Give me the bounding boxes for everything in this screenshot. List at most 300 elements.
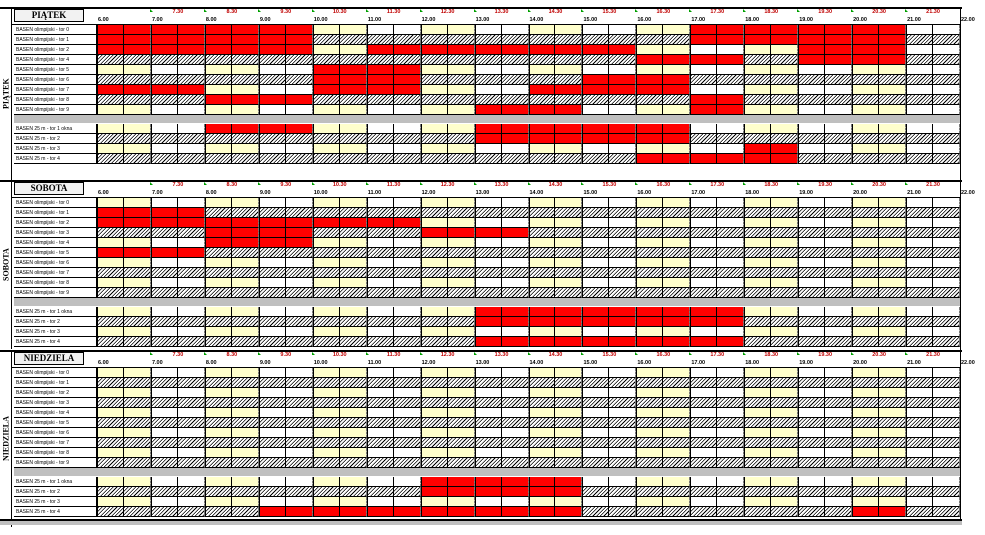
schedule-cell[interactable] [529,497,556,507]
schedule-cell[interactable] [340,85,367,95]
schedule-cell[interactable] [178,65,205,75]
schedule-cell[interactable] [313,307,340,317]
schedule-cell[interactable] [609,228,636,238]
schedule-cell[interactable] [178,154,205,164]
schedule-cell[interactable] [906,134,933,144]
schedule-cell[interactable] [852,218,879,228]
schedule-cell[interactable] [340,388,367,398]
schedule-cell[interactable] [394,428,421,438]
schedule-cell[interactable] [286,288,313,298]
schedule-cell[interactable] [798,418,825,428]
schedule-cell[interactable] [582,418,609,428]
schedule-cell[interactable] [555,55,582,65]
schedule-cell[interactable] [286,307,313,317]
schedule-cell[interactable] [825,154,852,164]
schedule-cell[interactable] [232,258,259,268]
schedule-cell[interactable] [744,497,771,507]
schedule-cell[interactable] [394,198,421,208]
schedule-cell[interactable] [555,208,582,218]
schedule-cell[interactable] [502,198,529,208]
schedule-cell[interactable] [879,378,906,388]
schedule-cell[interactable] [744,55,771,65]
schedule-cell[interactable] [475,388,502,398]
schedule-cell[interactable] [448,438,475,448]
schedule-cell[interactable] [502,278,529,288]
schedule-cell[interactable] [690,144,717,154]
schedule-cell[interactable] [852,124,879,134]
schedule-cell[interactable] [178,487,205,497]
schedule-cell[interactable] [421,228,448,238]
schedule-cell[interactable] [259,418,286,428]
schedule-cell[interactable] [744,388,771,398]
schedule-cell[interactable] [852,438,879,448]
schedule-cell[interactable] [555,124,582,134]
schedule-cell[interactable] [771,278,798,288]
schedule-cell[interactable] [97,218,124,228]
schedule-cell[interactable] [879,45,906,55]
schedule-cell[interactable] [394,45,421,55]
schedule-cell[interactable] [852,317,879,327]
schedule-cell[interactable] [502,95,529,105]
schedule-cell[interactable] [502,477,529,487]
schedule-cell[interactable] [582,398,609,408]
schedule-cell[interactable] [448,497,475,507]
schedule-cell[interactable] [690,368,717,378]
schedule-cell[interactable] [286,448,313,458]
schedule-cell[interactable] [475,288,502,298]
schedule-cell[interactable] [502,337,529,347]
schedule-cell[interactable] [717,85,744,95]
schedule-cell[interactable] [744,258,771,268]
schedule-cell[interactable] [232,378,259,388]
schedule-cell[interactable] [475,368,502,378]
schedule-cell[interactable] [475,95,502,105]
schedule-cell[interactable] [259,105,286,115]
schedule-cell[interactable] [313,35,340,45]
schedule-cell[interactable] [609,218,636,228]
schedule-cell[interactable] [313,408,340,418]
schedule-cell[interactable] [259,154,286,164]
schedule-cell[interactable] [205,248,232,258]
schedule-cell[interactable] [555,35,582,45]
schedule-cell[interactable] [744,218,771,228]
schedule-cell[interactable] [852,45,879,55]
schedule-cell[interactable] [421,258,448,268]
schedule-cell[interactable] [906,317,933,327]
schedule-cell[interactable] [771,418,798,428]
schedule-cell[interactable] [609,248,636,258]
schedule-cell[interactable] [178,55,205,65]
schedule-cell[interactable] [151,105,178,115]
schedule-cell[interactable] [421,278,448,288]
schedule-cell[interactable] [421,75,448,85]
schedule-cell[interactable] [529,154,556,164]
schedule-cell[interactable] [717,95,744,105]
schedule-cell[interactable] [151,268,178,278]
schedule-cell[interactable] [394,85,421,95]
schedule-cell[interactable] [178,25,205,35]
schedule-cell[interactable] [609,268,636,278]
schedule-cell[interactable] [636,438,663,448]
schedule-cell[interactable] [178,144,205,154]
schedule-cell[interactable] [232,228,259,238]
schedule-cell[interactable] [798,248,825,258]
schedule-cell[interactable] [340,25,367,35]
schedule-cell[interactable] [636,378,663,388]
schedule-cell[interactable] [609,55,636,65]
schedule-cell[interactable] [367,337,394,347]
schedule-cell[interactable] [340,398,367,408]
schedule-cell[interactable] [852,248,879,258]
schedule-cell[interactable] [529,388,556,398]
schedule-cell[interactable] [771,307,798,317]
schedule-cell[interactable] [259,198,286,208]
schedule-cell[interactable] [367,497,394,507]
schedule-cell[interactable] [232,45,259,55]
schedule-cell[interactable] [717,368,744,378]
schedule-cell[interactable] [259,477,286,487]
schedule-cell[interactable] [313,95,340,105]
schedule-cell[interactable] [340,378,367,388]
schedule-cell[interactable] [475,327,502,337]
schedule-cell[interactable] [178,228,205,238]
schedule-cell[interactable] [232,95,259,105]
schedule-cell[interactable] [609,288,636,298]
schedule-cell[interactable] [582,208,609,218]
schedule-cell[interactable] [340,134,367,144]
schedule-cell[interactable] [690,218,717,228]
schedule-cell[interactable] [933,378,960,388]
schedule-cell[interactable] [367,268,394,278]
schedule-cell[interactable] [798,95,825,105]
schedule-cell[interactable] [421,337,448,347]
schedule-cell[interactable] [259,388,286,398]
schedule-cell[interactable] [97,95,124,105]
schedule-cell[interactable] [367,477,394,487]
schedule-cell[interactable] [852,238,879,248]
schedule-cell[interactable] [259,25,286,35]
schedule-cell[interactable] [717,124,744,134]
schedule-cell[interactable] [529,85,556,95]
schedule-cell[interactable] [879,368,906,378]
schedule-cell[interactable] [502,248,529,258]
schedule-cell[interactable] [825,55,852,65]
schedule-cell[interactable] [232,55,259,65]
schedule-cell[interactable] [690,448,717,458]
schedule-cell[interactable] [340,408,367,418]
schedule-cell[interactable] [313,75,340,85]
schedule-cell[interactable] [178,378,205,388]
schedule-cell[interactable] [97,124,124,134]
schedule-cell[interactable] [421,55,448,65]
schedule-cell[interactable] [744,438,771,448]
schedule-cell[interactable] [690,85,717,95]
schedule-cell[interactable] [906,124,933,134]
schedule-cell[interactable] [286,228,313,238]
schedule-cell[interactable] [798,497,825,507]
schedule-cell[interactable] [367,307,394,317]
schedule-cell[interactable] [205,418,232,428]
schedule-cell[interactable] [124,228,151,238]
schedule-cell[interactable] [205,65,232,75]
schedule-cell[interactable] [906,95,933,105]
schedule-cell[interactable] [636,288,663,298]
schedule-cell[interactable] [852,307,879,317]
schedule-cell[interactable] [771,238,798,248]
schedule-cell[interactable] [717,418,744,428]
schedule-cell[interactable] [690,487,717,497]
schedule-cell[interactable] [97,398,124,408]
schedule-cell[interactable] [933,228,960,238]
schedule-cell[interactable] [421,25,448,35]
schedule-cell[interactable] [879,238,906,248]
schedule-cell[interactable] [97,55,124,65]
schedule-cell[interactable] [502,55,529,65]
schedule-cell[interactable] [178,317,205,327]
schedule-cell[interactable] [178,438,205,448]
schedule-cell[interactable] [609,278,636,288]
schedule-cell[interactable] [582,228,609,238]
schedule-cell[interactable] [151,258,178,268]
schedule-cell[interactable] [771,134,798,144]
schedule-cell[interactable] [529,25,556,35]
schedule-cell[interactable] [421,428,448,438]
schedule-cell[interactable] [286,95,313,105]
schedule-cell[interactable] [771,65,798,75]
schedule-cell[interactable] [502,208,529,218]
schedule-cell[interactable] [636,507,663,517]
schedule-cell[interactable] [852,85,879,95]
schedule-cell[interactable] [717,268,744,278]
schedule-cell[interactable] [825,35,852,45]
schedule-cell[interactable] [933,55,960,65]
schedule-cell[interactable] [690,278,717,288]
schedule-cell[interactable] [178,497,205,507]
schedule-cell[interactable] [124,408,151,418]
schedule-cell[interactable] [124,497,151,507]
schedule-cell[interactable] [259,497,286,507]
schedule-cell[interactable] [448,378,475,388]
schedule-cell[interactable] [151,317,178,327]
schedule-cell[interactable] [151,507,178,517]
schedule-cell[interactable] [771,438,798,448]
schedule-cell[interactable] [582,428,609,438]
schedule-cell[interactable] [448,268,475,278]
schedule-cell[interactable] [394,208,421,218]
schedule-cell[interactable] [124,378,151,388]
schedule-cell[interactable] [663,408,690,418]
schedule-cell[interactable] [394,65,421,75]
schedule-cell[interactable] [97,337,124,347]
schedule-cell[interactable] [259,95,286,105]
schedule-cell[interactable] [609,238,636,248]
schedule-cell[interactable] [690,398,717,408]
schedule-cell[interactable] [690,65,717,75]
schedule-cell[interactable] [232,75,259,85]
schedule-cell[interactable] [205,124,232,134]
schedule-cell[interactable] [394,458,421,468]
schedule-cell[interactable] [259,408,286,418]
schedule-cell[interactable] [394,278,421,288]
schedule-cell[interactable] [205,398,232,408]
schedule-cell[interactable] [852,418,879,428]
schedule-cell[interactable] [825,317,852,327]
schedule-cell[interactable] [502,378,529,388]
schedule-cell[interactable] [663,477,690,487]
schedule-cell[interactable] [690,497,717,507]
schedule-cell[interactable] [394,55,421,65]
schedule-cell[interactable] [933,337,960,347]
schedule-cell[interactable] [232,124,259,134]
schedule-cell[interactable] [286,154,313,164]
schedule-cell[interactable] [232,497,259,507]
schedule-cell[interactable] [798,75,825,85]
schedule-cell[interactable] [582,55,609,65]
schedule-cell[interactable] [448,45,475,55]
schedule-cell[interactable] [475,208,502,218]
schedule-cell[interactable] [367,144,394,154]
schedule-cell[interactable] [529,35,556,45]
schedule-cell[interactable] [97,154,124,164]
schedule-cell[interactable] [636,85,663,95]
schedule-cell[interactable] [852,144,879,154]
schedule-cell[interactable] [475,507,502,517]
schedule-cell[interactable] [825,337,852,347]
schedule-cell[interactable] [475,337,502,347]
schedule-cell[interactable] [124,288,151,298]
schedule-cell[interactable] [313,388,340,398]
schedule-cell[interactable] [529,55,556,65]
schedule-cell[interactable] [394,317,421,327]
schedule-cell[interactable] [798,487,825,497]
schedule-cell[interactable] [205,228,232,238]
schedule-cell[interactable] [475,65,502,75]
schedule-cell[interactable] [825,458,852,468]
schedule-cell[interactable] [367,288,394,298]
schedule-cell[interactable] [879,268,906,278]
schedule-cell[interactable] [825,278,852,288]
schedule-cell[interactable] [502,25,529,35]
schedule-cell[interactable] [151,144,178,154]
schedule-cell[interactable] [609,448,636,458]
schedule-cell[interactable] [825,134,852,144]
schedule-cell[interactable] [663,278,690,288]
schedule-cell[interactable] [582,477,609,487]
schedule-cell[interactable] [313,378,340,388]
schedule-cell[interactable] [340,105,367,115]
schedule-cell[interactable] [313,278,340,288]
schedule-cell[interactable] [906,307,933,317]
schedule-cell[interactable] [151,198,178,208]
schedule-cell[interactable] [367,35,394,45]
schedule-cell[interactable] [286,337,313,347]
schedule-cell[interactable] [529,398,556,408]
schedule-cell[interactable] [717,487,744,497]
schedule-cell[interactable] [555,85,582,95]
schedule-cell[interactable] [475,317,502,327]
schedule-cell[interactable] [690,105,717,115]
schedule-cell[interactable] [313,448,340,458]
schedule-cell[interactable] [555,105,582,115]
schedule-cell[interactable] [205,278,232,288]
schedule-cell[interactable] [879,65,906,75]
schedule-cell[interactable] [555,378,582,388]
schedule-cell[interactable] [744,418,771,428]
schedule-cell[interactable] [178,238,205,248]
schedule-cell[interactable] [394,134,421,144]
schedule-cell[interactable] [609,327,636,337]
schedule-cell[interactable] [232,398,259,408]
schedule-cell[interactable] [744,144,771,154]
schedule-cell[interactable] [232,268,259,278]
schedule-cell[interactable] [313,487,340,497]
schedule-cell[interactable] [232,105,259,115]
schedule-cell[interactable] [555,418,582,428]
schedule-cell[interactable] [717,458,744,468]
schedule-cell[interactable] [205,487,232,497]
schedule-cell[interactable] [798,438,825,448]
schedule-cell[interactable] [286,55,313,65]
schedule-cell[interactable] [151,228,178,238]
schedule-cell[interactable] [340,428,367,438]
schedule-cell[interactable] [879,35,906,45]
schedule-cell[interactable] [151,438,178,448]
schedule-cell[interactable] [448,248,475,258]
schedule-cell[interactable] [178,408,205,418]
schedule-cell[interactable] [340,288,367,298]
schedule-cell[interactable] [717,65,744,75]
schedule-cell[interactable] [124,428,151,438]
schedule-cell[interactable] [259,278,286,288]
schedule-cell[interactable] [97,408,124,418]
schedule-cell[interactable] [259,124,286,134]
schedule-cell[interactable] [663,388,690,398]
schedule-cell[interactable] [367,327,394,337]
schedule-cell[interactable] [906,388,933,398]
schedule-cell[interactable] [124,75,151,85]
schedule-cell[interactable] [340,218,367,228]
schedule-cell[interactable] [151,218,178,228]
schedule-cell[interactable] [340,477,367,487]
schedule-cell[interactable] [286,65,313,75]
schedule-cell[interactable] [529,378,556,388]
schedule-cell[interactable] [448,238,475,248]
schedule-cell[interactable] [475,458,502,468]
schedule-cell[interactable] [529,307,556,317]
schedule-cell[interactable] [609,124,636,134]
schedule-cell[interactable] [906,228,933,238]
schedule-cell[interactable] [825,388,852,398]
schedule-cell[interactable] [151,378,178,388]
schedule-cell[interactable] [798,154,825,164]
schedule-cell[interactable] [178,388,205,398]
schedule-cell[interactable] [906,278,933,288]
schedule-cell[interactable] [717,208,744,218]
schedule-cell[interactable] [825,418,852,428]
schedule-cell[interactable] [879,327,906,337]
schedule-cell[interactable] [933,428,960,438]
schedule-cell[interactable] [205,75,232,85]
schedule-cell[interactable] [502,428,529,438]
schedule-cell[interactable] [124,95,151,105]
schedule-cell[interactable] [232,337,259,347]
schedule-cell[interactable] [609,154,636,164]
schedule-cell[interactable] [205,268,232,278]
schedule-cell[interactable] [852,268,879,278]
schedule-cell[interactable] [582,144,609,154]
schedule-cell[interactable] [205,144,232,154]
schedule-cell[interactable] [448,278,475,288]
